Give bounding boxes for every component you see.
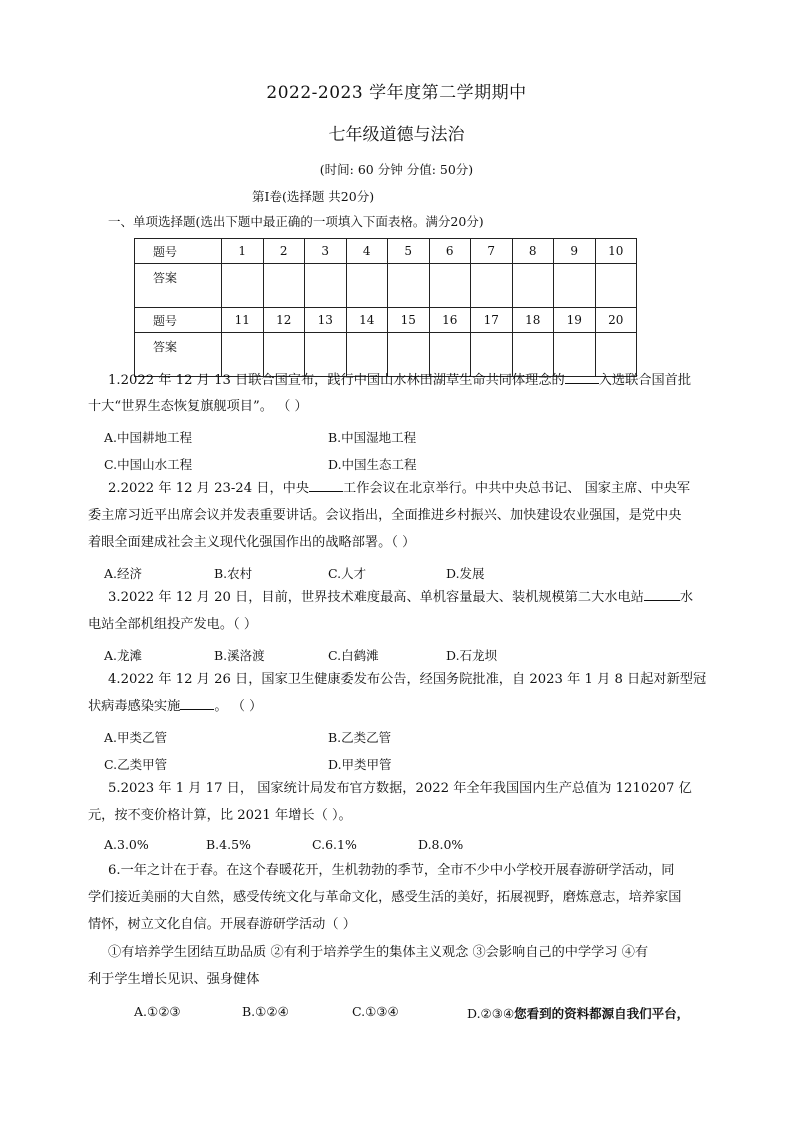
exam-title: 2022-2023 学年度第二学期期中 <box>266 83 527 103</box>
question-text: 2.2022 年 12 月 23-24 日，中央 <box>108 481 310 496</box>
answer-cell[interactable] <box>222 264 264 308</box>
question-5-line: 元，按不变价格计算，比 2021 年增长（ ）。 <box>88 808 352 823</box>
answer-cell[interactable] <box>512 264 554 308</box>
option-b[interactable]: B.乙类乙管 <box>328 730 392 745</box>
answer-table <box>134 238 637 377</box>
question-5-line: 5.2023 年 1 月 17 日， 国家统计局发布官方数据，2022 年全年我国国内生产总值为 1210207 亿 <box>108 781 692 796</box>
answer-cell[interactable] <box>388 264 430 308</box>
table-header-cell: 答案 <box>135 264 222 308</box>
question-6-statements: ①有培养学生团结互助品质 ②有利于培养学生的集体主义观念 ③会影响自己的中学学习 ④有 <box>108 945 649 960</box>
table-cell: 14 <box>346 308 388 333</box>
table-cell: 2 <box>263 239 305 264</box>
fill-blank <box>309 479 343 492</box>
answer-cell[interactable] <box>346 264 388 308</box>
exam-info: (时间: 60 分钟 分值: 50分) <box>319 162 474 177</box>
option-a[interactable]: A.经济 <box>104 566 143 581</box>
answer-cell[interactable] <box>554 264 596 308</box>
table-cell: 15 <box>388 308 430 333</box>
table-row <box>135 264 637 308</box>
question-text: 水 <box>679 590 694 605</box>
exam-subject: 七年级道德与法治 <box>328 125 465 145</box>
question-6-line: 6.一年之计在于春。在这个春暖花开，生机勃勃的季节，全市不少中小学校开展春游研学活动，同 <box>108 863 675 878</box>
option-b[interactable]: B.4.5% <box>206 837 251 852</box>
option-c[interactable]: C.中国山水工程 <box>104 457 193 472</box>
question-2-line: 着眼全面建成社会主义现代化强国作出的战略部署。（ ） <box>88 535 416 550</box>
fill-blank <box>565 371 599 384</box>
question-6-statements: 利于学生增长见识、强身健体 <box>88 972 260 987</box>
option-c[interactable]: C.乙类甲管 <box>104 757 168 772</box>
question-text: 入选联合国首批 <box>598 373 692 388</box>
option-a[interactable]: A.中国耕地工程 <box>104 430 193 445</box>
answer-cell[interactable] <box>305 264 347 308</box>
question-1-line <box>108 368 740 394</box>
option-d[interactable]: D.石龙坝 <box>446 648 498 663</box>
question-text: 3.2022 年 12 月 20 日，目前，世界技术难度最高、单机容量最大、装机规模第二大水电站 <box>108 590 644 605</box>
question-6-line: 情怀，树立文化自信。开展春游研学活动（ ） <box>88 917 356 932</box>
question-text: 工作会议在北京举行。中共中央总书记、 国家主席、中央军 <box>343 481 691 496</box>
question-6-line: 学们接近美丽的大自然，感受传统文化与革命文化，感受生活的美好，拓展视野，磨炼意志，培养家国 <box>88 890 682 905</box>
option-b[interactable]: B.中国湿地工程 <box>328 430 417 445</box>
part-heading: 第Ⅰ卷(选择题 共20分) <box>252 189 375 204</box>
option-d[interactable]: D.②③④ <box>467 1006 515 1021</box>
table-cell: 9 <box>554 239 596 264</box>
question-text: 1.2022 年 12 月 13 日联合国宣布，践行中国山水林田湖草生命共同体理念的 <box>108 373 565 388</box>
table-cell: 13 <box>305 308 347 333</box>
question-2-line <box>108 476 740 502</box>
table-cell: 12 <box>263 308 305 333</box>
table-cell: 7 <box>471 239 513 264</box>
fill-blank <box>644 588 680 601</box>
question-2-line: 委主席习近平出席会议并发表重要讲话。会议指出，全面推进乡村振兴、加快建设农业强国，是党中央 <box>88 508 682 523</box>
table-cell: 8 <box>512 239 554 264</box>
answer-cell[interactable] <box>471 264 513 308</box>
answer-cell[interactable] <box>263 264 305 308</box>
option-c[interactable]: C.人才 <box>328 566 367 581</box>
table-header-cell: 答案 <box>135 333 222 377</box>
option-c[interactable]: C.①③④ <box>352 1004 399 1019</box>
answer-cell[interactable] <box>429 264 471 308</box>
table-cell: 11 <box>222 308 264 333</box>
option-b[interactable]: B.①②④ <box>242 1004 289 1019</box>
answer-cell[interactable] <box>595 264 637 308</box>
table-cell: 19 <box>554 308 596 333</box>
question-3-line: 电站全部机组投产发电。（ ） <box>88 617 258 632</box>
table-cell: 1 <box>222 239 264 264</box>
table-row <box>135 239 637 264</box>
option-d[interactable]: D.发展 <box>446 566 485 581</box>
table-row <box>135 308 637 333</box>
question-1-line: 十大“世界生态恢复旗舰项目”。 （ ） <box>88 399 308 414</box>
table-cell: 3 <box>305 239 347 264</box>
table-header-cell: 题号 <box>135 308 222 333</box>
option-d-with-watermark[interactable] <box>467 1004 689 1022</box>
watermark-text: 您看到的资料都源自我们平台， <box>514 1006 690 1021</box>
option-c[interactable]: C.6.1% <box>312 837 357 852</box>
question-text: 状病毒感染实施 <box>88 699 181 714</box>
table-cell: 16 <box>429 308 471 333</box>
question-3-line <box>108 585 740 611</box>
option-d[interactable]: D.8.0% <box>418 837 464 852</box>
section-heading: 一、单项选择题(选出下题中最正确的一项填入下面表格。满分20分) <box>108 214 484 229</box>
table-cell: 10 <box>595 239 637 264</box>
question-4-line <box>88 694 720 720</box>
option-d[interactable]: D.甲类甲管 <box>328 757 392 772</box>
table-header-cell: 题号 <box>135 239 222 264</box>
option-d[interactable]: D.中国生态工程 <box>328 457 417 472</box>
option-b[interactable]: B.溪洛渡 <box>214 648 265 663</box>
table-cell: 5 <box>388 239 430 264</box>
table-cell: 18 <box>512 308 554 333</box>
option-c[interactable]: C.白鹤滩 <box>328 648 379 663</box>
fill-blank <box>180 697 214 710</box>
table-cell: 20 <box>595 308 637 333</box>
option-a[interactable]: A.3.0% <box>104 837 149 852</box>
table-cell: 4 <box>346 239 388 264</box>
table-cell: 17 <box>471 308 513 333</box>
option-a[interactable]: A.①②③ <box>134 1004 181 1019</box>
option-a[interactable]: A.龙滩 <box>104 648 143 663</box>
table-cell: 6 <box>429 239 471 264</box>
option-b[interactable]: B.农村 <box>214 566 253 581</box>
question-4-line: 4.2022 年 12 月 26 日，国家卫生健康委发布公告，经国务院批准，自 2023 年 1 月 8 日起对新型冠 <box>108 672 707 687</box>
option-a[interactable]: A.甲类乙管 <box>104 730 168 745</box>
question-text: 。 （ ） <box>214 699 263 714</box>
